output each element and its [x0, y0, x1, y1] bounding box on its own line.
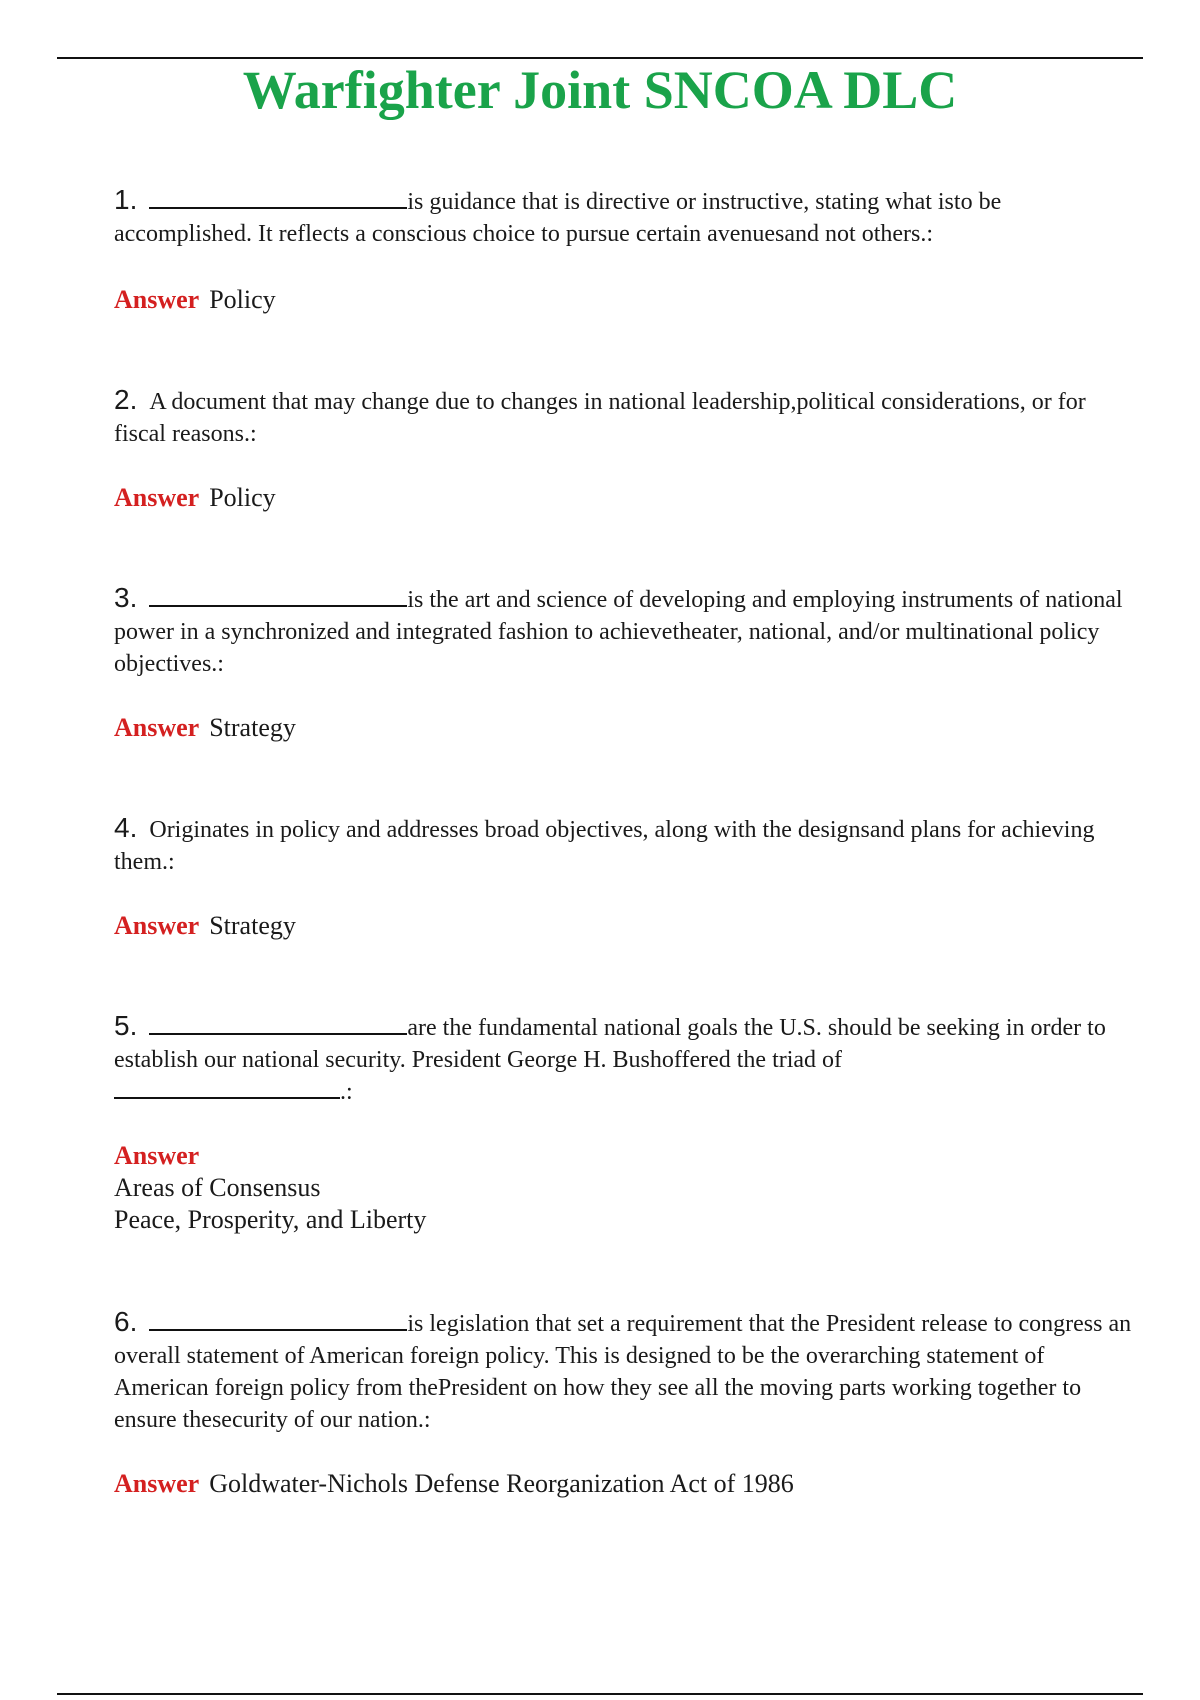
- answer-5: [114, 1140, 1114, 1236]
- answer-2: [114, 482, 1114, 514]
- fill-in-blank: [149, 585, 407, 607]
- question-3: [114, 582, 1134, 680]
- answer-label: Answer: [114, 1469, 200, 1498]
- question-number: 6.: [114, 1306, 138, 1337]
- answer-label: Answer: [114, 483, 200, 512]
- answer-text: Areas of Consensus: [114, 1173, 321, 1202]
- question-5: [114, 1010, 1134, 1108]
- question-text: is guidance that is directive or instructive, stating what isto be accomplished. It reflects a conscious choice to pursue certain avenuesand not others.:: [114, 189, 1002, 247]
- question-1: [114, 184, 1134, 250]
- question-text: Originates in policy and addresses broad objectives, along with the designsand plans for achieving them.:: [114, 817, 1095, 875]
- question-number: 1.: [114, 184, 138, 215]
- question-number: 2.: [114, 384, 138, 415]
- question-number: 4.: [114, 812, 138, 843]
- fill-in-blank: [114, 1077, 340, 1099]
- document-title: Warfighter Joint SNCOA DLC: [242, 60, 958, 120]
- fill-in-blank: [149, 1013, 407, 1035]
- question-text-tail: .:: [340, 1079, 353, 1105]
- answer-label: Answer: [114, 1141, 200, 1170]
- fill-in-blank: [149, 187, 407, 209]
- question-text: A document that may change due to changes in national leadership,political considerations, or for fiscal reasons.:: [114, 389, 1086, 447]
- answer-text: Strategy: [209, 911, 296, 940]
- answer-3: [114, 712, 1114, 744]
- question-number: 3.: [114, 582, 138, 613]
- answer-text: Policy: [209, 483, 276, 512]
- answer-text: Policy: [209, 285, 276, 314]
- answer-label: Answer: [114, 713, 200, 742]
- question-number: 5.: [114, 1010, 138, 1041]
- question-2: [114, 384, 1134, 450]
- question-text: is the art and science of developing and employing instruments of national power in a synchronized and integrated fashion to achievetheater, national, and/or multinational policy objectives.:: [114, 587, 1123, 677]
- question-4: [114, 812, 1134, 878]
- answer-text: Peace, Prosperity, and Liberty: [114, 1205, 427, 1234]
- bottom-rule: [57, 1693, 1143, 1695]
- answer-6: [114, 1468, 1114, 1500]
- fill-in-blank: [149, 1309, 407, 1331]
- question-text: are the fundamental national goals the U.S. should be seeking in order to establish our national security. President George H. Bushoffered the triad of: [114, 1015, 1106, 1073]
- question-6: [114, 1306, 1134, 1436]
- question-text: is legislation that set a requirement that the President release to congress an overall statement of American foreign policy. This is designed to be the overarching statement of American foreign policy from thePresident on how they see all the moving parts working together to ensure thesecurity of our nation.:: [114, 1311, 1132, 1433]
- answer-label: Answer: [114, 911, 200, 940]
- answer-1: [114, 284, 1114, 316]
- answer-text: Goldwater-Nichols Defense Reorganization Act of 1986: [209, 1469, 794, 1498]
- answer-label: Answer: [114, 285, 200, 314]
- answer-text: Strategy: [209, 713, 296, 742]
- answer-4: [114, 910, 1114, 942]
